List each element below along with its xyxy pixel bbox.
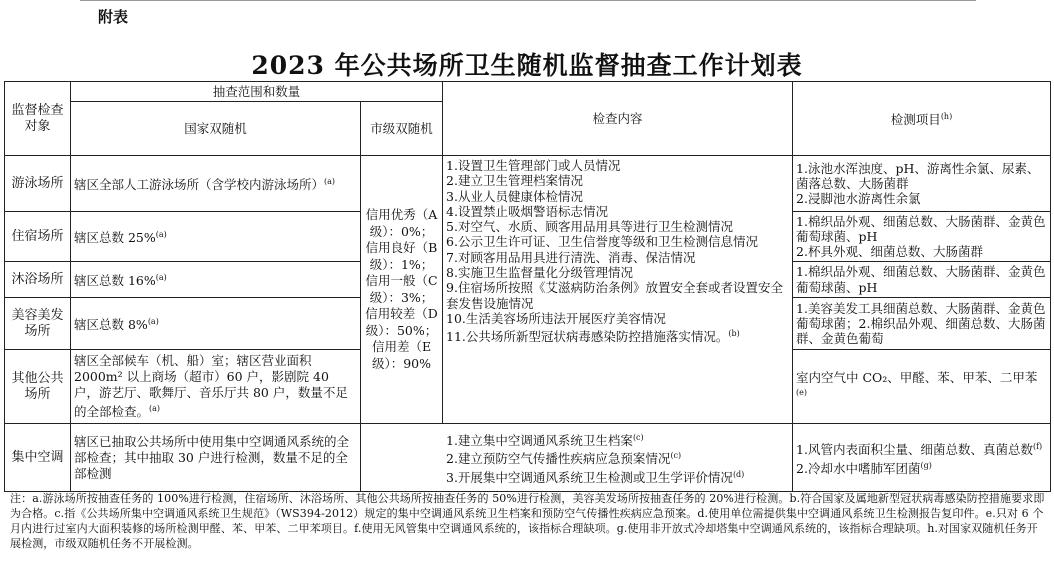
row-object: 游泳场所 <box>5 156 71 212</box>
row-test-items: 1.泳池水浑浊度、pH、游离性余氯、尿素、菌落总数、大肠菌群 2.浸脚池水游离性余氯 <box>793 156 1051 212</box>
attachment-label: 附表 <box>98 8 129 26</box>
header-city: 市级双随机 <box>361 102 443 156</box>
top-rule <box>80 0 976 1</box>
row-national-scope: 辖区已抽取公共场所中使用集中空调通风系统的全部检查；其中抽取 30 户进行检测，数量不足的全部检测 <box>71 424 361 492</box>
city-random-cell: 信用优秀（A 级）：0%；信用良好（B 级）：1%；信用一般（C 级）：3%；信用较差（D 级）：50%；信用差（E 级）：90% <box>361 156 443 424</box>
row-object: 美容美发场所 <box>5 298 71 350</box>
row-object: 其他公共场所 <box>5 350 71 424</box>
row-national-scope: 辖区总数 25%$^{(a)}$ <box>71 212 361 262</box>
content-item: 7.对顾客用品用具进行清洗、消毒、保洁情况 <box>446 249 696 265</box>
row-national-scope: 辖区总数 16%$^{(a)}$ <box>71 262 361 298</box>
plan-table <box>4 81 1051 492</box>
content-item: 5.对空气、水质、顾客用品用具等进行卫生检测情况 <box>446 219 733 235</box>
content-item: 10.生活美容场所违法开展医疗美容情况 <box>446 310 666 326</box>
notes-text: 注：a.游泳场所按抽查任务的 100%进行检测，住宿场所、沐浴场所、其他公共场所按抽查任务的 50%进行检测，美容美发场所按抽查任务的 20%进行检测。b.符合国家及属地新型冠状病毒感染防控措施要求即为合格。c.指《公共场所集中空调通风系统卫生规范》（WS394-2012）规定的集中空调通风系统卫生档案和预防空气传播性疾病应急预案。d.使用单位需提供集中空调通风系统卫生检测报告复印件。e.只对 6 个月内进行过室内大面积装修的场所检测甲醛、苯、甲苯、二甲苯项目。f.使用无风管集中空调通风系统的，该指标合理缺项。g.使用非开放式冷却塔集中空调通风系统的，该指标合理缺项。h.对国家双随机任务开展检测，市级双随机任务不开展检测。 <box>10 492 1045 550</box>
row-national-scope: 辖区全部候车（机、船）室；辖区营业面积 2000m² 以上商场（超市）60 户，影剧院 40 户，游艺厅、歌舞厅、音乐厅共 80 户，数量不足的全部检查。$^{(a)}$ <box>71 350 361 424</box>
row-test-items: 1.棉织品外观、细菌总数、大肠菌群、金黄色葡萄球菌、pH <box>793 262 1051 298</box>
content-item: 1.建立集中空调通风系统卫生档案$^{(c)}$ <box>446 432 644 448</box>
header-items: 检测项目$^{(h)}$ <box>793 82 1051 156</box>
row-test-items: 1.美容美发工具细菌总数、大肠菌群、金黄色葡萄球菌；2.棉织品外观、细菌总数、大肠菌群、金黄色葡萄 <box>793 298 1051 350</box>
content-item: 6.公示卫生许可证、卫生信誉度等级和卫生检测信息情况 <box>446 234 758 250</box>
header-object: 监督检查对象 <box>5 82 71 156</box>
inspection-content-main <box>443 156 793 424</box>
content-item: 8.实施卫生监督量化分级管理情况 <box>446 265 633 281</box>
page-title: 2023 年公共场所卫生随机监督抽查工作计划表 <box>251 51 803 80</box>
inspection-content-ac <box>361 424 793 492</box>
row-test-items: 1.棉织品外观、细菌总数、大肠菌群、金黄色葡萄球菌、pH 2.杯具外观、细菌总数、大肠菌群 <box>793 212 1051 262</box>
content-item: 3.从业人员健康体检情况 <box>446 188 583 204</box>
content-item: 2.建立卫生管理档案情况 <box>446 173 583 189</box>
content-item: 1.设置卫生管理部门或人员情况 <box>446 158 621 173</box>
row-object: 沐浴场所 <box>5 262 71 298</box>
header-national: 国家双随机 <box>71 102 361 156</box>
row-object: 集中空调 <box>5 424 71 492</box>
row-national-scope: 辖区全部人工游泳场所（含学校内游泳场所）$^{(a)}$ <box>71 156 361 212</box>
content-item: 3.开展集中空调通风系统卫生检测或卫生学评价情况$^{(d)}$ <box>446 469 745 485</box>
row-object: 住宿场所 <box>5 212 71 262</box>
header-content: 检查内容 <box>443 82 793 156</box>
content-item: 11.公共场所新型冠状病毒感染防控措施落实情况。$^{(b)}$ <box>446 329 740 345</box>
content-item: 9.住宿场所按照《艾滋病防治条例》放置安全套或者设置安全套发售设施情况 <box>446 280 783 311</box>
header-scope-group: 抽查范围和数量 <box>71 82 443 102</box>
content-item: 4.设置禁止吸烟警语标志情况 <box>446 203 608 219</box>
row-test-items: 1.风管内表面积尘量、细菌总数、真菌总数$^{(f)}$ 2.冷却水中嗜肺军团菌$^{(g)}$ <box>793 424 1051 492</box>
table-notes <box>6 491 1046 551</box>
content-item: 2.建立预防空气传播性疾病应急预案情况$^{(c)}$ <box>446 451 682 467</box>
row-national-scope: 辖区总数 8%$^{(a)}$ <box>71 298 361 350</box>
row-test-items: 室内空气中 CO₂、甲醛、苯、甲苯、二甲苯$^{(e)}$ <box>793 350 1051 424</box>
